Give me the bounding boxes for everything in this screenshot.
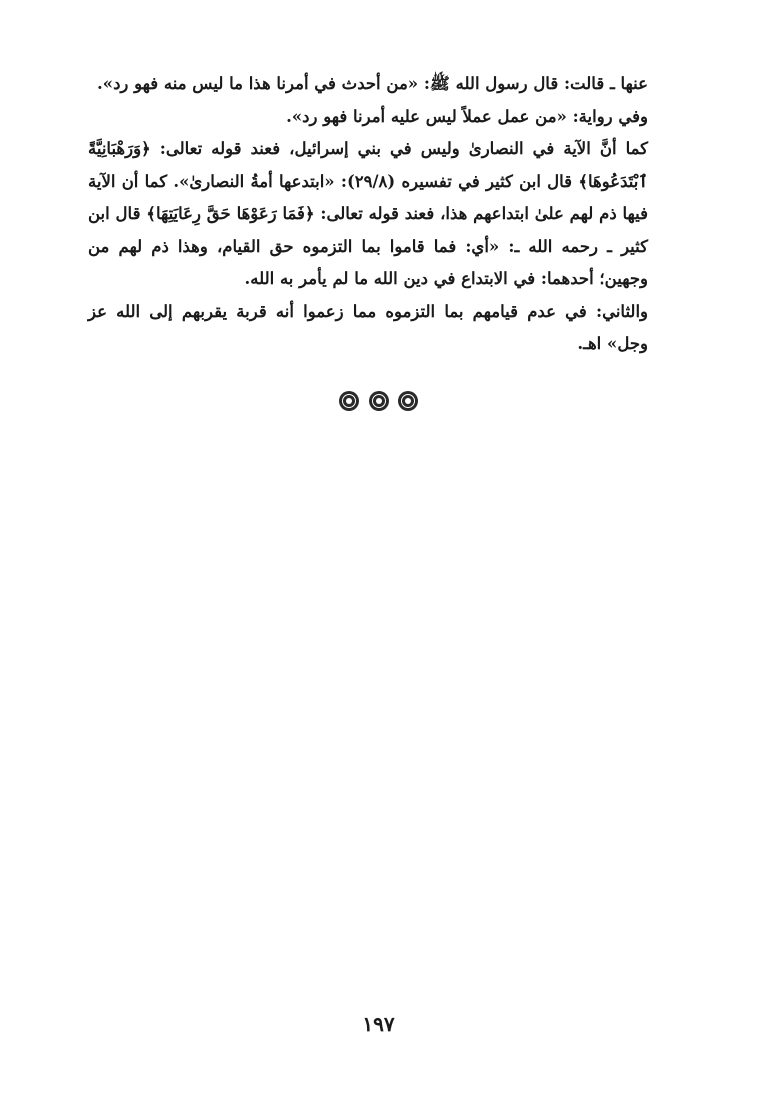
paragraph-3: كما أنَّ الآية في النصارىٰ وليس في بني إسرائيل، فعند قوله تعالى: ﴿وَرَهْبَانِيَّةً ٱبْتَدَعُوهَا﴾ قال ابن كثير في تفسيره (٢٩/٨): «ابتدعها أمةُ النصارىٰ». كما أن الآية فيها ذم لهم علىٰ ابتداعهم هذا، فعند قوله تعالى: ﴿فَمَا رَعَوْهَا حَقَّ رِعَايَتِهَا﴾ قال ابن كثير ـ رحمه الله ـ: «أي: فما قاموا بما التزموه حق القيام، وهذا ذم لهم من وجهين؛ أحدهما: في الابتداع في دين الله ما لم يأمر به الله. xyxy=(88,139,648,288)
ornament-icon xyxy=(398,391,418,411)
paragraph-2: وفي رواية: «من عمل عملاً ليس عليه أمرنا فهو رد». xyxy=(286,106,648,126)
page-number: ١٩٧ xyxy=(362,1012,395,1036)
paragraph-4: والثاني: في عدم قيامهم بما التزموه مما زعموا أنه قربة يقربهم إلى الله عز وجل» اهـ. xyxy=(88,301,648,353)
section-divider xyxy=(0,390,757,411)
ornament-icon xyxy=(369,391,389,411)
body-text xyxy=(88,68,648,361)
ornament-icon xyxy=(339,391,359,411)
paragraph-1: عنها ـ قالت: قال رسول الله ﷺ: «من أحدث في أمرنا هذا ما ليس منه فهو رد». xyxy=(97,74,648,93)
